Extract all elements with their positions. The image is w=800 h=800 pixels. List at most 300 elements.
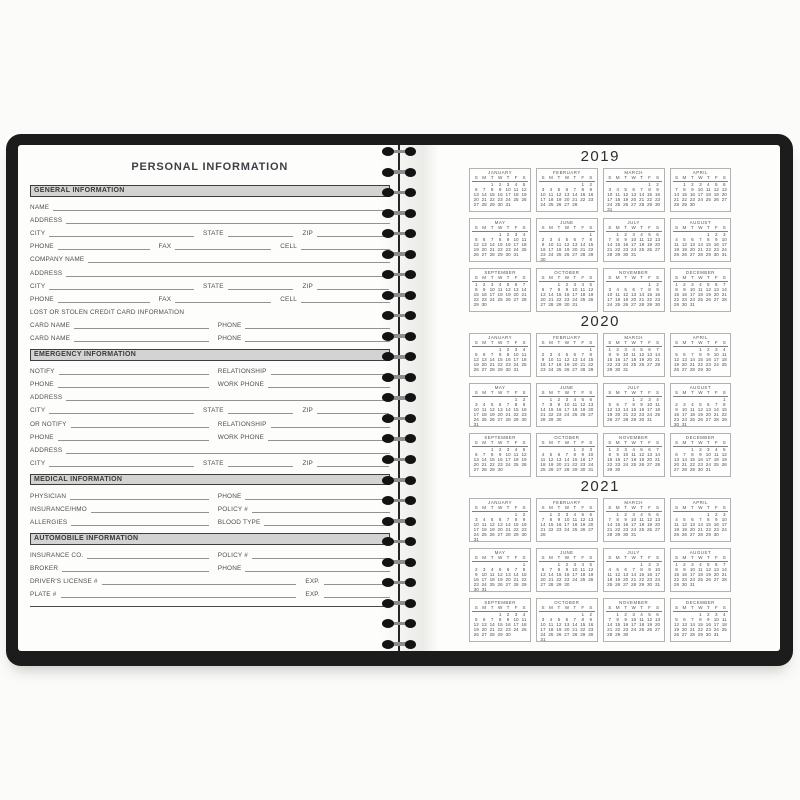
date-cell: 31 — [689, 301, 695, 307]
date-cell: 14 — [654, 351, 661, 357]
date-cell: 31 — [588, 466, 594, 472]
date-cell — [555, 257, 563, 262]
date-cell: 22 — [580, 196, 586, 202]
date-cell: 27 — [654, 526, 661, 532]
date-cell: 7 — [608, 236, 611, 242]
date-cell: 25 — [639, 246, 645, 252]
date-cell — [512, 307, 520, 312]
date-cell: 11 — [655, 401, 660, 407]
date-cell: 29 — [473, 301, 479, 307]
date-cell: 18 — [580, 291, 586, 297]
date-cell: 11 — [548, 621, 554, 627]
date-cell: 21 — [607, 626, 613, 632]
date-cell: 13 — [481, 356, 487, 362]
date-cell: 11 — [513, 186, 519, 192]
date-cell: 1 — [616, 231, 619, 237]
field-row — [30, 200, 390, 213]
date-cell: 26 — [564, 251, 570, 257]
date-cell: 17 — [623, 356, 629, 362]
date-cell — [720, 472, 728, 477]
weekday-letter: S — [589, 275, 593, 280]
coil-dot-right — [405, 414, 417, 423]
weekday-letter: F — [514, 390, 518, 395]
weekday-letter: S — [674, 340, 679, 345]
date-cell: 13 — [564, 621, 570, 627]
date-cell: 14 — [607, 521, 613, 527]
date-cell: 30 — [615, 466, 621, 472]
date-cell: 30 — [564, 581, 570, 587]
weekday-letter: S — [722, 275, 726, 280]
date-cell: 2 — [616, 346, 619, 352]
date-cell: 30 — [646, 581, 653, 587]
date-cell: 17 — [513, 621, 519, 627]
date-cell: 21 — [697, 246, 703, 252]
date-cell: 17 — [631, 241, 637, 247]
date-cell: 23 — [497, 196, 503, 202]
field-blank-line — [268, 387, 389, 388]
date-cell: 1 — [522, 561, 526, 567]
date-cell: 7 — [683, 451, 686, 457]
field-blank-line — [71, 427, 209, 428]
date-cell: 29 — [705, 531, 711, 537]
weekday-letter: T — [624, 175, 628, 180]
field-lost-or-stolen-credit-card-information — [30, 309, 390, 316]
date-cell: 29 — [697, 366, 703, 372]
field-row — [30, 489, 390, 502]
date-cell: 21 — [631, 576, 637, 582]
date-cell: 20 — [505, 576, 511, 582]
weekday-letter: M — [615, 175, 620, 180]
date-cell: 1 — [640, 561, 643, 567]
date-cell: 20 — [673, 461, 680, 467]
date-cell: 13 — [623, 571, 629, 577]
date-cell: 24 — [713, 361, 719, 367]
date-cell: 18 — [489, 576, 495, 582]
date-cell — [720, 637, 728, 642]
weekday-letter: T — [490, 340, 494, 345]
date-cell: 3 — [514, 231, 518, 237]
date-cell: 16 — [681, 571, 687, 577]
date-cell: 18 — [513, 456, 519, 462]
field-row — [30, 377, 390, 390]
date-cell: 28 — [564, 466, 570, 472]
weekday-letter: T — [557, 390, 561, 395]
date-cell: 8 — [616, 236, 619, 242]
date-cell: 18 — [673, 246, 680, 252]
date-cell: 11 — [521, 236, 527, 242]
field-blank-line — [317, 466, 390, 467]
weekday-letter: M — [482, 505, 487, 510]
date-cell: 30 — [623, 251, 629, 257]
date-cell — [504, 587, 512, 592]
date-cell: 15 — [548, 521, 554, 527]
date-cell: 26 — [673, 366, 680, 372]
date-cell: 14 — [681, 456, 687, 462]
date-cell: 12 — [473, 356, 479, 362]
date-cell: 19 — [646, 521, 653, 527]
date-cell: 4 — [482, 401, 486, 407]
month-name: FEBRUARY — [552, 170, 581, 175]
date-cell: 11 — [572, 401, 578, 407]
month-name: APRIL — [692, 170, 708, 175]
field-blank-line — [53, 210, 389, 211]
date-cell: 21 — [689, 626, 695, 632]
date-cell: 24 — [689, 296, 695, 302]
date-cell: 15 — [513, 521, 519, 527]
date-cell — [571, 372, 579, 377]
date-cell: 26 — [521, 461, 527, 467]
mini-calendar-november-2021 — [603, 598, 665, 642]
date-cell: 16 — [689, 191, 695, 197]
date-cell: 25 — [697, 576, 703, 582]
date-cell: 6 — [474, 451, 478, 457]
date-cell: 28 — [607, 631, 613, 637]
date-cell: 2 — [498, 446, 502, 452]
months-grid-2019 — [469, 168, 731, 312]
weekday-letter: T — [573, 440, 577, 445]
date-cell: 19 — [639, 456, 645, 462]
date-cell: 30 — [540, 256, 546, 262]
date-cell: 24 — [481, 581, 487, 587]
weekday-letter: S — [522, 340, 526, 345]
date-cell: 15 — [607, 456, 613, 462]
date-cell: 14 — [481, 191, 487, 197]
date-cell: 5 — [565, 351, 569, 357]
field-label: DRIVER'S LICENSE # — [30, 578, 98, 586]
date-cell: 10 — [654, 566, 661, 572]
months-grid-2020 — [469, 333, 731, 477]
field-label: BLOOD TYPE — [217, 519, 261, 527]
date-cell: 19 — [521, 456, 527, 462]
weekday-letter: T — [706, 505, 710, 510]
weekday-letter: M — [615, 555, 620, 560]
field-cell — [280, 243, 389, 250]
date-cell: 14 — [631, 571, 637, 577]
date-cell: 13 — [481, 241, 487, 247]
date-cell: 5 — [683, 236, 686, 242]
date-cell: 23 — [556, 526, 562, 532]
date-cell: 10 — [548, 356, 554, 362]
date-cell: 19 — [697, 411, 703, 417]
date-cell: 14 — [513, 571, 519, 577]
date-cell: 2 — [565, 561, 569, 567]
date-cell: 28 — [513, 581, 519, 587]
date-cell — [555, 587, 563, 592]
weekday-letter: S — [522, 440, 526, 445]
date-cell: 15 — [497, 241, 503, 247]
date-cell: 8 — [589, 351, 593, 357]
date-cell: 11 — [580, 566, 586, 572]
date-cell: 16 — [654, 191, 661, 197]
date-cell — [680, 207, 688, 212]
date-grid — [472, 612, 528, 643]
coil-loop — [382, 188, 416, 197]
date-cell: 21 — [681, 461, 687, 467]
date-cell: 17 — [564, 406, 570, 412]
date-cell: 6 — [715, 561, 718, 567]
date-cell: 23 — [505, 246, 511, 252]
date-cell: 4 — [541, 451, 545, 457]
date-cell: 5 — [707, 281, 710, 287]
date-cell — [704, 637, 712, 642]
date-cell: 15 — [607, 356, 613, 362]
field-blank-line — [74, 341, 209, 342]
date-cell: 23 — [615, 461, 621, 467]
date-cell: 25 — [721, 361, 727, 367]
date-cell: 18 — [521, 241, 527, 247]
date-cell: 19 — [556, 626, 562, 632]
date-cell: 15 — [513, 406, 519, 412]
date-cell: 27 — [681, 631, 687, 637]
date-cell: 18 — [615, 196, 621, 202]
date-cell: 8 — [699, 351, 702, 357]
date-cell — [587, 537, 595, 542]
weekday-letter: S — [474, 340, 478, 345]
date-cell: 25 — [580, 296, 586, 302]
date-cell: 26 — [580, 526, 586, 532]
field-blank-line — [58, 249, 150, 250]
date-cell — [696, 637, 704, 642]
date-cell — [673, 587, 681, 592]
date-cell: 28 — [689, 631, 695, 637]
weekday-letter: T — [706, 225, 710, 230]
date-grid — [606, 282, 662, 313]
date-cell — [673, 637, 681, 642]
date-cell: 29 — [513, 416, 519, 422]
date-cell: 9 — [624, 616, 627, 622]
date-cell: 10 — [631, 516, 637, 522]
date-cell: 19 — [505, 291, 511, 297]
date-cell: 17 — [631, 621, 637, 627]
date-cell: 26 — [673, 631, 680, 637]
date-cell: 8 — [691, 451, 694, 457]
section-automobile-information — [30, 533, 390, 600]
field-work-phone — [218, 434, 390, 441]
date-cell: 6 — [565, 616, 569, 622]
date-cell: 24 — [489, 296, 495, 302]
weekday-letter: W — [497, 605, 503, 610]
date-cell: 27 — [505, 581, 511, 587]
date-cell: 9 — [557, 516, 561, 522]
weekday-letter: T — [640, 605, 643, 610]
date-cell — [638, 637, 646, 642]
date-cell: 5 — [490, 516, 494, 522]
date-cell: 22 — [497, 626, 503, 632]
date-cell — [630, 422, 638, 427]
weekday-letter: S — [589, 175, 593, 180]
date-cell: 18 — [548, 626, 554, 632]
date-cell: 10 — [713, 616, 719, 622]
date-cell — [646, 257, 654, 262]
date-cell: 18 — [721, 356, 727, 362]
field-label: ADDRESS — [30, 217, 63, 225]
date-cell — [496, 587, 504, 592]
date-grid — [539, 397, 595, 428]
date-cell: 19 — [705, 571, 711, 577]
field-relationship — [218, 421, 390, 428]
date-cell — [654, 472, 662, 477]
weekday-letter: S — [522, 175, 526, 180]
section-general-information — [30, 185, 390, 344]
date-cell — [563, 537, 571, 542]
date-cell: 4 — [482, 516, 486, 522]
date-cell: 11 — [639, 616, 644, 622]
coil-dot-right — [405, 332, 417, 341]
month-name: NOVEMBER — [619, 600, 649, 605]
date-grid — [606, 397, 662, 428]
date-cell: 11 — [548, 191, 554, 197]
field-label: ZIP — [302, 282, 313, 290]
weekday-letter: T — [506, 505, 510, 510]
date-cell: 14 — [489, 241, 495, 247]
date-cell: 1 — [722, 396, 726, 402]
date-cell: 3 — [541, 186, 545, 192]
weekday-letter: M — [615, 340, 620, 345]
coil-dot-right — [405, 291, 417, 300]
date-cell: 29 — [705, 251, 711, 257]
date-grid — [673, 397, 729, 428]
date-cell — [630, 257, 638, 262]
weekday-letter: W — [564, 175, 570, 180]
date-cell: 9 — [581, 451, 585, 457]
date-cell — [496, 637, 504, 642]
date-cell — [654, 307, 662, 312]
date-cell: 2 — [541, 236, 545, 242]
weekday-letter: S — [655, 555, 660, 560]
left-page — [18, 145, 421, 651]
date-cell: 7 — [581, 351, 585, 357]
date-cell: 7 — [691, 616, 694, 622]
date-cell: 24 — [646, 411, 653, 417]
date-cell: 28 — [540, 416, 546, 422]
date-cell: 17 — [548, 246, 554, 252]
date-cell: 17 — [623, 456, 629, 462]
field-zip — [302, 283, 389, 290]
date-cell: 20 — [689, 526, 695, 532]
coil-dot-right — [405, 250, 417, 259]
date-cell: 8 — [514, 401, 518, 407]
date-cell: 22 — [521, 576, 527, 582]
field-row — [30, 587, 390, 600]
date-cell: 13 — [681, 356, 687, 362]
date-cell: 28 — [639, 201, 645, 207]
date-cell: 24 — [623, 461, 629, 467]
section-heading: GENERAL INFORMATION — [30, 185, 390, 197]
date-cell: 13 — [473, 191, 479, 197]
date-cell: 26 — [588, 296, 594, 302]
date-cell: 16 — [713, 521, 719, 527]
date-cell: 22 — [689, 461, 695, 467]
date-cell: 1 — [699, 346, 702, 352]
date-cell: 15 — [556, 291, 562, 297]
date-cell: 4 — [722, 346, 726, 352]
date-cell: 16 — [540, 246, 546, 252]
date-cell: 17 — [505, 456, 511, 462]
month-name: AUGUST — [689, 550, 712, 555]
date-cell: 6 — [624, 566, 627, 572]
date-cell: 26 — [521, 196, 527, 202]
date-cell: 5 — [581, 396, 585, 402]
date-cell — [696, 537, 704, 542]
date-cell: 22 — [556, 296, 562, 302]
date-cell: 12 — [473, 621, 479, 627]
date-cell — [673, 307, 681, 312]
date-cell: 26 — [556, 201, 562, 207]
date-cell: 3 — [691, 561, 694, 567]
date-cell: 4 — [522, 231, 526, 237]
date-cell — [673, 372, 681, 377]
date-cell: 9 — [522, 516, 526, 522]
date-cell: 7 — [549, 566, 553, 572]
date-cell: 16 — [497, 191, 503, 197]
date-cell: 9 — [656, 186, 659, 192]
date-cell: 28 — [521, 296, 527, 302]
weekday-letter: S — [608, 605, 612, 610]
field-blank-line — [71, 525, 208, 526]
weekday-letter: F — [514, 175, 518, 180]
date-cell: 10 — [588, 451, 594, 457]
mini-calendar-january-2021 — [469, 498, 531, 542]
date-cell: 10 — [564, 516, 570, 522]
field-blank-line — [245, 328, 389, 329]
field-label: PHONE — [217, 565, 242, 573]
date-cell — [480, 307, 488, 312]
date-cell: 9 — [541, 356, 545, 362]
field-card-name — [30, 322, 209, 329]
field-blank-line — [317, 236, 390, 237]
date-cell: 9 — [565, 566, 569, 572]
date-cell: 3 — [565, 511, 569, 517]
date-cell: 14 — [505, 521, 511, 527]
date-cell: 24 — [564, 411, 570, 417]
date-cell: 28 — [489, 251, 495, 257]
weekday-letter: F — [648, 225, 651, 230]
field-driver-s-license — [30, 578, 296, 585]
mini-calendar-october-2021 — [536, 598, 598, 642]
date-cell: 30 — [497, 201, 503, 207]
date-cell — [646, 472, 654, 477]
date-cell: 1 — [581, 611, 585, 617]
date-cell — [563, 472, 571, 477]
date-cell — [520, 587, 528, 592]
date-cell: 30 — [689, 201, 695, 207]
coil-dot-left — [382, 188, 394, 197]
weekday-letter: W — [631, 225, 636, 230]
date-cell: 22 — [705, 526, 711, 532]
month-name: JUNE — [560, 550, 574, 555]
date-cell: 10 — [607, 291, 613, 297]
date-cell — [696, 372, 704, 377]
date-cell: 4 — [522, 346, 526, 352]
weekday-letter: W — [631, 555, 636, 560]
date-cell: 4 — [699, 281, 702, 287]
date-cell: 16 — [623, 621, 629, 627]
date-cell: 15 — [631, 406, 637, 412]
year-title-2021: 2021 — [580, 478, 620, 495]
date-cell — [472, 307, 480, 312]
date-cell: 31 — [713, 631, 719, 637]
date-cell: 8 — [490, 451, 494, 457]
date-cell: 6 — [474, 186, 478, 192]
date-cell: 4 — [549, 616, 553, 622]
date-cell: 8 — [616, 516, 619, 522]
field-blank-line — [66, 223, 389, 224]
weekday-letter: T — [691, 340, 694, 345]
date-cell: 16 — [697, 456, 703, 462]
date-cell — [712, 637, 720, 642]
date-cell: 22 — [721, 411, 727, 417]
date-cell: 15 — [705, 521, 711, 527]
